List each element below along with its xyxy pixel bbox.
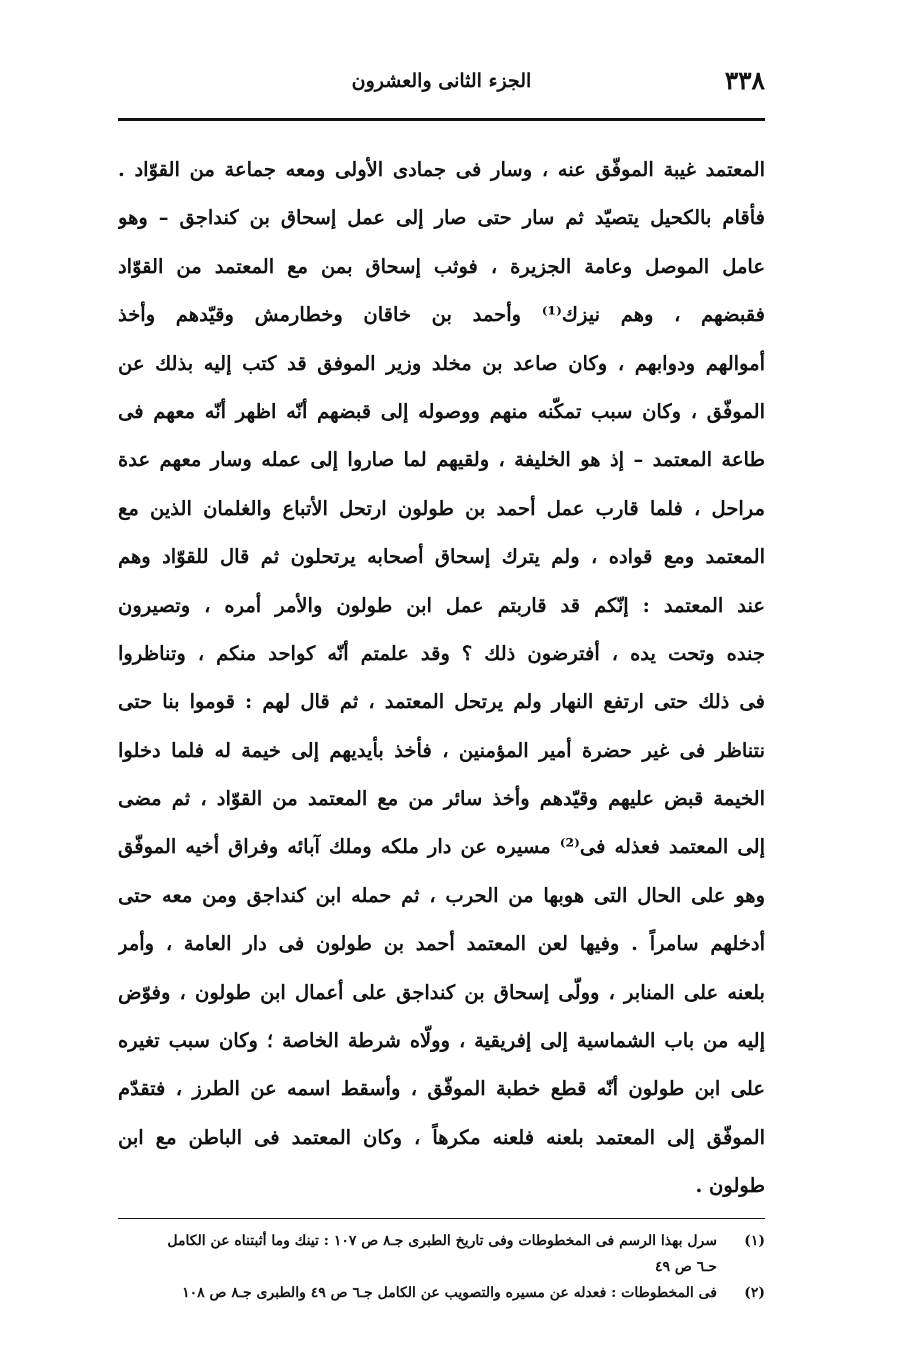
- text-line: وهو على الحال التى هوبها من الحرب ، ثم حمله ابن كنداجق ومن معه حتى: [118, 883, 765, 907]
- text-line: فقبضهم ، وهم نيزك⁽¹⁾ وأحمد بن خاقان وخطارمش وقيّدهم وأخذ: [118, 303, 765, 327]
- running-title: الجزء الثانى والعشرون: [351, 70, 532, 92]
- page-number: ٣٣٨: [724, 66, 765, 95]
- text-line: أموالهم ودوابهم ، وكان صاعد بن مخلد وزير الموفق قد كتب إليه بذلك عن: [118, 351, 765, 375]
- text-line: المعتمد غيبة الموفّق عنه ، وسار فى جمادى الأولى ومعه جماعة من القوّاد .: [118, 158, 765, 181]
- text-line: المعتمد ومع قواده ، ولم يترك إسحاق أصحابه يرتحلون ثم قال للقوّاد وهم: [118, 545, 765, 569]
- page-header: [118, 62, 765, 112]
- text-line: فأقام بالكحيل يتصيّد ثم سار حتى صار إلى عمل إسحاق بن كنداجق – وهو: [118, 206, 765, 230]
- text-line: الموفّق إلى المعتمد بلعنه فلعنه مكرهاً ، وكان المعتمد فى الباطن مع ابن: [118, 1125, 765, 1149]
- text-line: أدخلهم سامراً . وفيها لعن المعتمد أحمد بن طولون فى دار العامة ، وأمر: [118, 932, 765, 956]
- text-line: مراحل ، فلما قارب عمل أحمد بن طولون ارتحل الأتباع والغلمان الذين مع: [118, 496, 765, 520]
- footnote-marker: (٢): [744, 1285, 765, 1301]
- text-line: الخيمة قبض عليهم وقيّدهم وأخذ سائر من مع المعتمد من القوّاد ، ثم مضى: [118, 787, 765, 811]
- text-line-last: طولون .: [695, 1174, 765, 1198]
- text-line: الموفّق ، وكان سبب تمكّنه منهم ووصوله إلى قبضهم أنّه اظهر أنّه معهم فى: [118, 399, 765, 423]
- footnote-marker: (١): [744, 1233, 765, 1249]
- text-line: إليه من باب الشماسية إلى إفريقية ، وولّاه شرطة الخاصة ؛ وكان سبب تغيره: [118, 1029, 765, 1053]
- footnote-1: [108, 1228, 765, 1254]
- header-rule: [118, 118, 765, 121]
- text-line: إلى المعتمد فعذله فى⁽²⁾ مسيره عن دار ملكه وملك آبائه وفراق أخيه الموفّق: [118, 835, 765, 859]
- text-line: نتناظر فى غير حضرة أمير المؤمنين ، فأخذ بأيديهم إلى خيمة له فلما دخلوا: [118, 738, 765, 762]
- text-line: بلعنه على المنابر ، وولّى إسحاق بن كنداجق على أعمال ابن طولون ، وفوّض: [118, 980, 765, 1004]
- footnote-text: حـ٦ ص ٤٩: [654, 1259, 717, 1275]
- footnote-rule: [118, 1218, 765, 1219]
- text-line: طاعة المعتمد – إذ هو الخليفة ، ولقيهم لما صاروا إلى عمله وسار معهم عدة: [118, 448, 765, 472]
- footnote-text: فى المخطوطات : فعدله عن مسيره والتصويب عن الكامل جـ٦ ص ٤٩ والطبرى جـ٨ ص ١٠٨: [182, 1285, 717, 1301]
- footnote-1-continuation: [108, 1254, 765, 1280]
- text-line: جنده وتحت يده ، أفترضون ذلك ؟ وقد علمتم أنّه كواحد منكم ، وتناظروا: [118, 641, 765, 665]
- footnote-marker: [717, 1254, 765, 1280]
- footnote-text: سرل بهذا الرسم فى المخطوطات وفى تاريخ الطبرى جـ٨ ص ١٠٧ : تينك وما أثبتناه عن الكامل: [167, 1233, 717, 1249]
- text-line: فى ذلك حتى ارتفع النهار ولم يرتحل المعتمد ، ثم قال لهم : قوموا بنا حتى: [118, 690, 765, 714]
- main-text: [118, 146, 765, 1211]
- text-line: عند المعتمد : إنّكم قد قاربتم عمل ابن طولون والأمر أمره ، وتصيرون: [118, 593, 765, 617]
- text-line: عامل الموصل وعامة الجزيرة ، فوثب إسحاق بمن مع المعتمد من القوّاد: [118, 254, 765, 278]
- footnote-2: [108, 1280, 765, 1306]
- text-line: على ابن طولون أنّه قطع خطبة الموفّق ، وأسقط اسمه عن الطرز ، فتقدّم: [118, 1077, 765, 1101]
- footnotes: [108, 1228, 765, 1306]
